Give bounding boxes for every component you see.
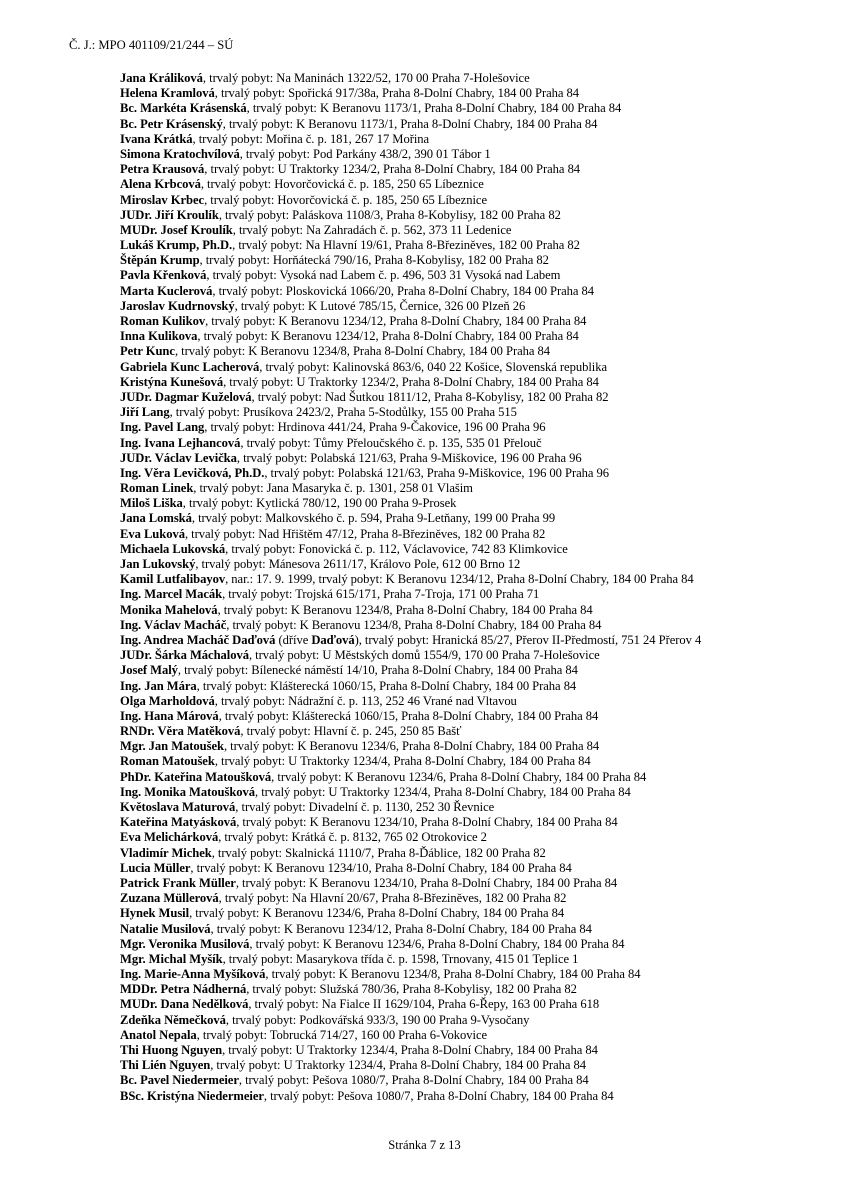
person-name: Michaela Lukovská <box>120 541 226 556</box>
person-entry <box>120 314 820 329</box>
person-address: , trvalý pobyt: Pešova 1080/7, Praha 8-Dolní Chabry, 184 00 Praha 84 <box>263 1088 614 1103</box>
person-entry <box>120 481 820 496</box>
person-address: , trvalý pobyt: K Beranovu 1234/6, Praha 8-Dolní Chabry, 184 00 Praha 84 <box>189 906 565 921</box>
person-address: , trvalý pobyt: Na Hlavní 19/61, Praha 8-Březiněves, 182 00 Praha 82 <box>232 238 580 253</box>
person-entry <box>120 511 820 526</box>
person-entry <box>120 238 820 253</box>
person-address: , trvalý pobyt: K Beranovu 1234/6, Praha 8-Dolní Chabry, 184 00 Praha 84 <box>223 739 600 754</box>
person-name: Vladimír Michek <box>120 845 212 860</box>
person-name: Jaroslav Kudrnovský <box>120 298 235 313</box>
person-entry <box>120 451 820 466</box>
person-entry <box>120 162 820 177</box>
person-name: Mgr. Michal Myšík <box>120 951 223 966</box>
person-name: Miloš Liška <box>120 496 183 511</box>
person-address: , trvalý pobyt: Horňátecká 790/16, Praha 8-Kobylisy, 182 00 Praha 82 <box>199 253 549 268</box>
person-name: Ing. Věra Levičková, Ph.D. <box>120 465 265 480</box>
person-address: , trvalý pobyt: Spořická 917/38a, Praha 8-Dolní Chabry, 184 00 Praha 84 <box>214 86 580 101</box>
person-name: Ing. Ivana Lejhancová <box>120 435 241 450</box>
person-address: , trvalý pobyt: K Beranovu 1234/10, Praha 8-Dolní Chabry, 184 00 Praha 84 <box>190 860 572 875</box>
person-address: , trvalý pobyt: K Beranovu 1234/10, Praha 8-Dolní Chabry, 184 00 Praha 84 <box>235 875 618 890</box>
person-address: , trvalý pobyt: K Beranovu 1234/6, Praha 8-Dolní Chabry, 184 00 Praha 84 <box>249 936 625 951</box>
person-entry <box>120 466 820 481</box>
person-name: Ing. Václav Macháč <box>120 617 227 632</box>
person-address: , trvalý pobyt: K Beranovu 1234/8, Praha 8-Dolní Chabry, 184 00 Praha 84 <box>265 967 641 982</box>
person-address: , trvalý pobyt: U Traktorky 1234/4, Praha 8-Dolní Chabry, 184 00 Praha 84 <box>222 1043 598 1057</box>
person-entry <box>120 891 820 906</box>
person-address: , trvalý pobyt: Mánesova 2611/17, Královo Pole, 612 00 Brno 12 <box>195 557 521 571</box>
person-address: , trvalý pobyt: K Beranovu 1234/8, Praha 8-Dolní Chabry, 184 00 Praha 84 <box>174 344 551 359</box>
person-entry <box>120 223 820 238</box>
person-entry <box>120 572 820 587</box>
person-address: , nar.: 17. 9. 1999, trvalý pobyt: K Beranovu 1234/12, Praha 8-Dolní Chabry, 184 00 Praha 84 <box>225 572 694 587</box>
person-name: Inna Kulikova <box>120 329 198 344</box>
person-entry <box>120 724 820 739</box>
person-address: , trvalý pobyt: Paláskova 1108/3, Praha 8-Kobylisy, 182 00 Praha 82 <box>218 207 561 222</box>
person-entry <box>120 329 820 344</box>
person-address: , trvalý pobyt: Hrdinova 441/24, Praha 9-Čakovice, 196 00 Praha 96 <box>204 420 546 435</box>
person-entry <box>120 86 820 101</box>
document-reference-header: Č. J.: MPO 401109/21/244 – SÚ <box>69 38 234 52</box>
person-address: , trvalý pobyt: Na Maninách 1322/52, 170 00 Praha 7-Holešovice <box>202 71 530 85</box>
person-address: , trvalý pobyt: Fonovická č. p. 112, Václavovice, 742 83 Klimkovice <box>225 541 568 556</box>
page-number-footer: Stránka 7 z 13 <box>388 1138 461 1152</box>
person-entry <box>120 1013 820 1028</box>
person-name: Miroslav Krbec <box>120 192 205 207</box>
person-name: Simona Kratochvílová <box>120 146 240 161</box>
person-name: Josef Malý <box>120 663 178 678</box>
person-name: Jan Lukovský <box>120 557 196 571</box>
person-name: Bc. Markéta Krásenská <box>120 101 247 116</box>
person-name: Natalie Musilová <box>120 921 211 936</box>
person-entry <box>120 1043 820 1058</box>
person-entry <box>120 71 820 86</box>
person-address: ), trvalý pobyt: Hranická 85/27, Přerov II-Předmostí, 751 24 Přerov 4 <box>354 632 702 647</box>
persons-list <box>120 71 820 1104</box>
person-entry <box>120 906 820 921</box>
person-entry <box>120 922 820 937</box>
person-name: Monika Mahelová <box>120 602 218 617</box>
person-name: Ivana Krátká <box>120 131 193 146</box>
person-name: JUDr. Václav Levička <box>120 450 237 465</box>
person-name: MUDr. Josef Kroulík <box>120 222 233 237</box>
person-entry <box>120 344 820 359</box>
person-name: Ing. Marie-Anna Myšíková <box>120 967 266 982</box>
person-entry <box>120 284 820 299</box>
person-address: , trvalý pobyt: Na Zahradách č. p. 562, 373 11 Ledenice <box>232 222 512 237</box>
person-name: Hynek Musil <box>120 906 190 921</box>
person-name: Lukáš Krump, Ph.D. <box>120 238 233 253</box>
person-entry <box>120 1089 820 1104</box>
person-entry <box>120 1073 820 1088</box>
person-address: , trvalý pobyt: Jana Masaryka č. p. 1301, 258 01 Vlašim <box>193 481 473 496</box>
person-address: , trvalý pobyt: Klášterecká 1060/15, Praha 8-Dolní Chabry, 184 00 Praha 84 <box>218 708 599 723</box>
person-entry <box>120 815 820 830</box>
person-name: Kristýna Kunešová <box>120 374 224 389</box>
person-entry <box>120 527 820 542</box>
person-entry <box>120 208 820 223</box>
person-address: , trvalý pobyt: Ploskovická 1066/20, Praha 8-Dolní Chabry, 184 00 Praha 84 <box>212 283 595 298</box>
person-entry <box>120 618 820 633</box>
person-address: , trvalý pobyt: Kytlická 780/12, 190 00 Praha 9-Prosek <box>182 496 457 511</box>
person-name: BSc. Kristýna Niedermeier <box>120 1088 264 1103</box>
person-address: , trvalý pobyt: Vysoká nad Labem č. p. 496, 503 31 Vysoká nad Labem <box>206 268 561 283</box>
person-entry <box>120 132 820 147</box>
person-name: Marta Kuclerová <box>120 283 213 298</box>
person-entry <box>120 253 820 268</box>
person-entry <box>120 390 820 405</box>
person-address: , trvalý pobyt: K Beranovu 1234/12, Praha 8-Dolní Chabry, 184 00 Praha 84 <box>205 314 587 328</box>
person-address: , trvalý pobyt: Prusíkova 2423/2, Praha 5-Stodůlky, 155 00 Praha 515 <box>169 405 517 420</box>
person-name: Jana Králiková <box>120 71 203 85</box>
person-name: JUDr. Jiří Kroulík <box>120 207 219 222</box>
former-name-prefix: (dříve <box>275 632 312 647</box>
person-entry <box>120 268 820 283</box>
person-name: Mgr. Jan Matoušek <box>120 739 224 754</box>
person-entry <box>120 587 820 602</box>
person-address: , trvalý pobyt: Krátká č. p. 8132, 765 02 Otrokovice 2 <box>218 830 487 845</box>
person-name: Jana Lomská <box>120 511 192 526</box>
person-entry <box>120 770 820 785</box>
person-address: , trvalý pobyt: Bílenecké náměstí 14/10, Praha 8-Dolní Chabry, 184 00 Praha 84 <box>177 663 578 678</box>
person-address: , trvalý pobyt: Kalinovská 863/6, 040 22 Košice, Slovenská republika <box>259 359 608 374</box>
person-address: , trvalý pobyt: Nad Hřištěm 47/12, Praha 8-Březiněves, 182 00 Praha 82 <box>184 526 546 541</box>
person-name: JUDr. Šárka Máchalová <box>120 648 249 663</box>
person-address: , trvalý pobyt: K Beranovu 1173/1, Praha 8-Dolní Chabry, 184 00 Praha 84 <box>222 116 598 131</box>
person-name: Anatol Nepala <box>120 1027 197 1042</box>
person-name: Ing. Hana Márová <box>120 708 219 723</box>
person-address: , trvalý pobyt: Polabská 121/63, Praha 9-Miškovice, 196 00 Praha 96 <box>264 465 610 480</box>
person-entry <box>120 709 820 724</box>
person-entry <box>120 405 820 420</box>
person-address: , trvalý pobyt: K Beranovu 1234/10, Praha 8-Dolní Chabry, 184 00 Praha 84 <box>236 815 618 830</box>
person-address: , trvalý pobyt: Na Hlavní 20/67, Praha 8-Březiněves, 182 00 Praha 82 <box>218 891 567 906</box>
person-entry <box>120 299 820 314</box>
person-address: , trvalý pobyt: Trojská 615/171, Praha 7-Troja, 171 00 Praha 71 <box>222 587 540 602</box>
person-name: Bc. Petr Krásenský <box>120 116 223 131</box>
person-address: , trvalý pobyt: Pešova 1080/7, Praha 8-Dolní Chabry, 184 00 Praha 84 <box>238 1073 589 1088</box>
person-entry <box>120 420 820 435</box>
person-address: , trvalý pobyt: K Beranovu 1173/1, Praha 8-Dolní Chabry, 184 00 Praha 84 <box>246 101 622 116</box>
person-entry <box>120 496 820 511</box>
person-address: , trvalý pobyt: Masarykova třída č. p. 1598, Trnovany, 415 01 Teplice 1 <box>222 951 579 966</box>
person-entry <box>120 952 820 967</box>
person-name: Roman Linek <box>120 481 194 496</box>
person-address: , trvalý pobyt: K Beranovu 1234/12, Praha 8-Dolní Chabry, 184 00 Praha 84 <box>197 329 579 344</box>
person-entry <box>120 785 820 800</box>
person-name: Ing. Pavel Lang <box>120 420 205 435</box>
person-name: Thi Huong Nguyen <box>120 1043 223 1057</box>
person-name: PhDr. Kateřina Matoušková <box>120 769 272 784</box>
person-entry <box>120 603 820 618</box>
person-name: Kateřina Matyásková <box>120 815 237 830</box>
person-entry <box>120 117 820 132</box>
person-name: Lucia Müller <box>120 860 191 875</box>
person-entry <box>120 876 820 891</box>
person-address: , trvalý pobyt: Podkovářská 933/3, 190 00 Praha 9-Vysočany <box>225 1012 530 1027</box>
person-address: , trvalý pobyt: Služská 780/36, Praha 8-Kobylisy, 182 00 Praha 82 <box>246 982 577 997</box>
person-name: MDDr. Petra Nádherná <box>120 982 247 997</box>
person-entry <box>120 633 820 648</box>
person-entry <box>120 800 820 815</box>
person-address: , trvalý pobyt: Tůmy Přeloučského č. p. 135, 535 01 Přelouč <box>240 435 542 450</box>
person-address: , trvalý pobyt: Mořina č. p. 181, 267 17 Mořina <box>192 131 430 146</box>
person-address: , trvalý pobyt: U Traktorky 1234/4, Praha 8-Dolní Chabry, 184 00 Praha 84 <box>255 784 631 799</box>
person-entry <box>120 1058 820 1073</box>
person-address: , trvalý pobyt: U Traktorky 1234/4, Praha 8-Dolní Chabry, 184 00 Praha 84 <box>214 754 591 769</box>
person-address: , trvalý pobyt: Polabská 121/63, Praha 9-Miškovice, 196 00 Praha 96 <box>236 450 582 465</box>
person-entry <box>120 436 820 451</box>
person-name: Bc. Pavel Niedermeier <box>120 1073 239 1088</box>
person-address: , trvalý pobyt: Skalnická 1110/7, Praha 8-Ďáblice, 182 00 Praha 82 <box>211 845 546 860</box>
person-name: Jiří Lang <box>120 405 170 420</box>
person-address: , trvalý pobyt: Hovorčovická č. p. 185, 250 65 Líbeznice <box>200 177 484 192</box>
former-name: Daďová <box>311 632 355 647</box>
person-address: , trvalý pobyt: Nad Šutkou 1811/12, Praha 8-Kobylisy, 182 00 Praha 82 <box>251 389 609 404</box>
person-address: , trvalý pobyt: Tobrucká 714/27, 160 00 Praha 6-Vokovice <box>196 1027 488 1042</box>
person-name: Eva Melichárková <box>120 830 219 845</box>
person-address: , trvalý pobyt: K Beranovu 1234/8, Praha 8-Dolní Chabry, 184 00 Praha 84 <box>226 617 602 632</box>
person-entry <box>120 694 820 709</box>
person-entry <box>120 679 820 694</box>
person-name: Štěpán Krump <box>120 253 200 268</box>
person-entry <box>120 147 820 162</box>
person-address: , trvalý pobyt: Pod Parkány 438/2, 390 01 Tábor 1 <box>239 146 491 161</box>
person-entry <box>120 967 820 982</box>
person-name: Zdeňka Němečková <box>120 1012 226 1027</box>
person-entry <box>120 1028 820 1043</box>
person-name: Mgr. Veronika Musilová <box>120 936 250 951</box>
person-entry <box>120 846 820 861</box>
person-address: , trvalý pobyt: U Traktorky 1234/4, Praha 8-Dolní Chabry, 184 00 Praha 84 <box>210 1058 586 1073</box>
person-entry <box>120 101 820 116</box>
person-name: MUDr. Dana Nedělková <box>120 997 249 1012</box>
person-name: Ing. Marcel Macák <box>120 587 223 602</box>
person-name: RNDr. Věra Matěková <box>120 724 241 739</box>
person-entry <box>120 861 820 876</box>
person-name: Petra Krausová <box>120 162 205 177</box>
person-address: , trvalý pobyt: Hovorčovická č. p. 185, 250 65 Líbeznice <box>204 192 487 207</box>
person-address: , trvalý pobyt: K Lutové 785/15, Černice, 326 00 Plzeň 26 <box>234 298 526 313</box>
person-name: Olga Marholdová <box>120 693 215 708</box>
person-name: Zuzana Müllerová <box>120 891 219 906</box>
person-name: Roman Kulikov <box>120 314 206 328</box>
person-entry <box>120 739 820 754</box>
person-name: JUDr. Dagmar Kuželová <box>120 389 252 404</box>
person-address: , trvalý pobyt: K Beranovu 1234/6, Praha 8-Dolní Chabry, 184 00 Praha 84 <box>271 769 647 784</box>
person-entry <box>120 177 820 192</box>
person-address: , trvalý pobyt: K Beranovu 1234/8, Praha 8-Dolní Chabry, 184 00 Praha 84 <box>217 602 593 617</box>
person-address: , trvalý pobyt: U Traktorky 1234/2, Praha 8-Dolní Chabry, 184 00 Praha 84 <box>204 162 581 177</box>
person-entry <box>120 830 820 845</box>
person-name: Petr Kunc <box>120 344 175 359</box>
person-name: Gabriela Kunc Lacherová <box>120 359 260 374</box>
person-name: Kamil Lutfalibayov <box>120 572 226 587</box>
person-entry <box>120 557 820 572</box>
person-address: , trvalý pobyt: Na Fialce II 1629/104, Praha 6-Řepy, 163 00 Praha 618 <box>248 997 600 1012</box>
person-entry <box>120 982 820 997</box>
person-address: , trvalý pobyt: Klášterecká 1060/15, Praha 8-Dolní Chabry, 184 00 Praha 84 <box>196 678 577 693</box>
person-name: Helena Kramlová <box>120 86 215 101</box>
person-entry <box>120 648 820 663</box>
person-entry <box>120 663 820 678</box>
person-name: Květoslava Maturová <box>120 800 236 814</box>
person-entry <box>120 937 820 952</box>
person-address: , trvalý pobyt: Malkovského č. p. 594, Praha 9-Letňany, 199 00 Praha 99 <box>191 511 556 526</box>
person-name: Ing. Andrea Macháč Daďová <box>120 632 276 647</box>
person-entry <box>120 997 820 1012</box>
person-entry <box>120 375 820 390</box>
person-entry <box>120 193 820 208</box>
person-name: Thi Lién Nguyen <box>120 1058 211 1073</box>
person-address: , trvalý pobyt: Hlavní č. p. 245, 250 85 Bašť <box>240 724 462 739</box>
person-address: , trvalý pobyt: U Městských domů 1554/9, 170 00 Praha 7-Holešovice <box>248 648 600 663</box>
person-name: Pavla Křenková <box>120 268 207 283</box>
person-address: , trvalý pobyt: Divadelní č. p. 1130, 252 30 Řevnice <box>235 800 495 814</box>
person-name: Alena Krbcová <box>120 177 201 192</box>
person-entry <box>120 754 820 769</box>
person-address: , trvalý pobyt: K Beranovu 1234/12, Praha 8-Dolní Chabry, 184 00 Praha 84 <box>210 921 592 936</box>
person-address: , trvalý pobyt: U Traktorky 1234/2, Praha 8-Dolní Chabry, 184 00 Praha 84 <box>223 374 599 389</box>
person-entry <box>120 360 820 375</box>
person-name: Ing. Jan Mára <box>120 678 197 693</box>
person-name: Ing. Monika Matoušková <box>120 784 256 799</box>
person-entry <box>120 542 820 557</box>
person-name: Roman Matoušek <box>120 754 215 769</box>
person-name: Patrick Frank Müller <box>120 875 236 890</box>
person-address: , trvalý pobyt: Nádražní č. p. 113, 252 46 Vrané nad Vltavou <box>214 693 517 708</box>
person-name: Eva Luková <box>120 526 185 541</box>
